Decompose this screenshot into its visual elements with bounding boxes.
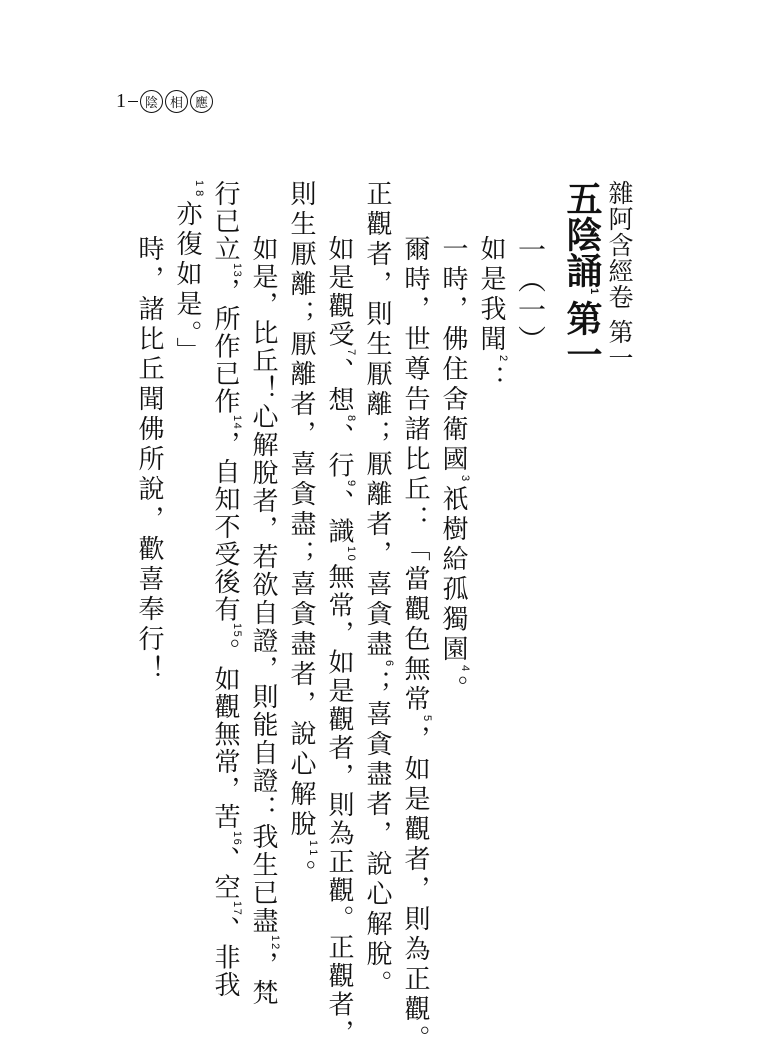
footnote-ref: 12 bbox=[269, 935, 281, 952]
header-char-1: 陰 bbox=[140, 90, 163, 113]
text-column-10 bbox=[136, 235, 162, 685]
text-segment: ；喜貪盡者，說心解脫。 bbox=[362, 670, 392, 1001]
footnote-ref: 2 bbox=[497, 355, 509, 366]
text-segment: 爾時，世尊告諸比丘：「當觀色無常 bbox=[400, 235, 430, 715]
text-segment: 、識 bbox=[324, 488, 354, 546]
text-segment: 如是我聞 bbox=[476, 235, 506, 355]
footnote-ref: 15 bbox=[231, 623, 243, 639]
text-column-1 bbox=[476, 235, 509, 396]
footnote-ref: 7 bbox=[345, 349, 357, 358]
text-column-9 bbox=[172, 180, 205, 368]
text-column-4 bbox=[362, 180, 395, 1001]
text-column-8 bbox=[210, 180, 243, 999]
text-segment: 、行 bbox=[324, 423, 354, 481]
text-segment: ，所作已作 bbox=[210, 277, 240, 416]
text-segment: 、空 bbox=[210, 846, 240, 901]
text-segment: ，自知不受後有 bbox=[210, 430, 240, 623]
running-header bbox=[116, 90, 215, 113]
header-dash bbox=[128, 101, 138, 102]
text-segment: 正觀者，則生厭離；厭離者，喜貪盡 bbox=[362, 180, 392, 660]
text-column-5 bbox=[324, 235, 357, 1048]
text-column-3 bbox=[400, 235, 433, 1055]
text-segment: 。 bbox=[438, 675, 468, 706]
text-segment: 、非我 bbox=[210, 916, 240, 999]
text-segment: ，如是觀者，則為正觀。 bbox=[400, 725, 430, 1055]
footnote-ref: 3 bbox=[459, 475, 471, 486]
text-segment: ： bbox=[476, 365, 506, 396]
chapter-heading bbox=[561, 180, 603, 373]
sutra-number: 一（一） bbox=[514, 235, 547, 355]
header-char-3: 應 bbox=[190, 90, 213, 113]
text-segment: ，梵 bbox=[248, 951, 278, 1008]
text-segment: 如是觀受 bbox=[324, 235, 354, 349]
text-segment: 祇樹給孤獨園 bbox=[438, 485, 468, 666]
text-column-7 bbox=[248, 235, 281, 1008]
footnote-ref: 4 bbox=[459, 665, 471, 676]
text-segment: 無常，如是觀者，則為正觀。正觀者， bbox=[324, 563, 354, 1048]
footnote-ref: 1 bbox=[588, 288, 600, 295]
text-segment: 如是，比丘！心解脫者，若欲自證，則能自證：我生已盡 bbox=[248, 235, 278, 935]
text-segment: 行已立 bbox=[210, 180, 240, 263]
footnote-ref: 18 bbox=[193, 180, 205, 201]
header-char-2: 相 bbox=[165, 90, 188, 113]
chapter-title: 五陰誦 bbox=[561, 180, 603, 288]
text-segment: 。 bbox=[286, 859, 316, 890]
footnote-ref: 10 bbox=[345, 545, 357, 564]
footnote-ref: 5 bbox=[421, 715, 433, 726]
footnote-ref: 13 bbox=[231, 262, 243, 278]
book-title: 雜阿含經卷 第一 bbox=[605, 180, 634, 371]
text-segment: 一時，佛住舍衛國 bbox=[438, 235, 468, 475]
footnote-ref: 17 bbox=[231, 901, 243, 917]
footnote-ref: 9 bbox=[345, 480, 357, 489]
text-segment: 時，諸比丘聞佛所說，歡喜奉行！ bbox=[134, 235, 164, 685]
page-number: 1 bbox=[116, 90, 126, 112]
footnote-ref: 11 bbox=[307, 840, 319, 860]
footnote-ref: 6 bbox=[383, 660, 395, 671]
chapter-suffix: 第一 bbox=[561, 300, 603, 373]
text-segment: 則生厭離；厭離者，喜貪盡；喜貪盡者，說心解脫 bbox=[286, 180, 316, 840]
text-segment: 亦復如是。」 bbox=[172, 200, 202, 368]
text-segment: 。如觀無常，苦 bbox=[210, 638, 240, 831]
footnote-ref: 16 bbox=[231, 830, 243, 846]
text-segment: 、想 bbox=[324, 357, 354, 415]
footnote-ref: 8 bbox=[345, 414, 357, 424]
text-column-6 bbox=[286, 180, 319, 890]
text-column-2 bbox=[438, 235, 471, 706]
footnote-ref: 14 bbox=[231, 415, 243, 431]
